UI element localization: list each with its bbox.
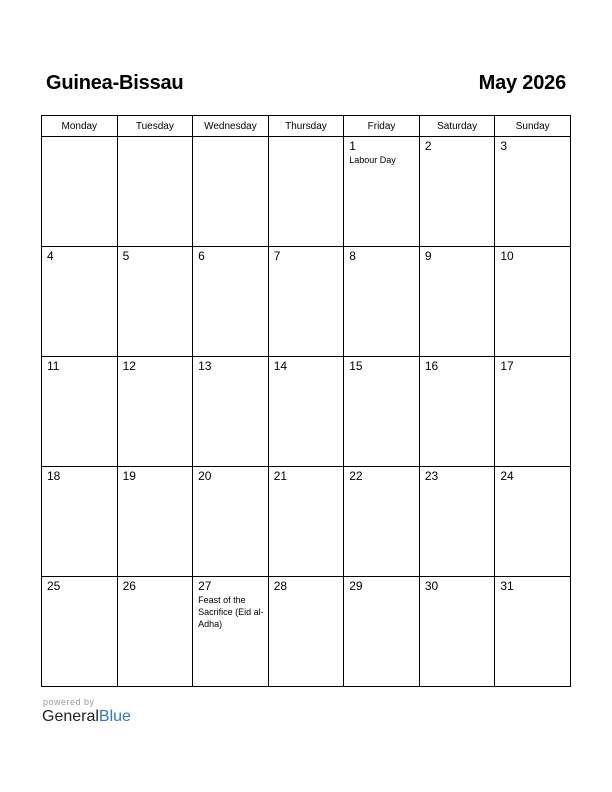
day-number: 13 [198, 359, 212, 373]
day-cell [42, 357, 118, 467]
holiday-label [193, 263, 268, 264]
weekday-header: Tuesday [117, 116, 193, 137]
day-number: 15 [349, 359, 363, 373]
day-cell [268, 247, 344, 357]
day-cell [268, 577, 344, 687]
day-cell [495, 247, 571, 357]
day-cell [344, 577, 420, 687]
holiday-label [495, 373, 570, 374]
day-number: 28 [273, 579, 288, 593]
day-number: 18 [47, 469, 61, 483]
powered-by-label: powered by [43, 697, 95, 707]
day-number: 7 [273, 249, 281, 263]
holiday-label [269, 483, 344, 484]
holiday-label [193, 483, 268, 484]
holiday-label [118, 263, 193, 264]
day-cell [419, 137, 495, 247]
holiday-label [344, 483, 419, 484]
day-number: 11 [47, 359, 60, 373]
day-number: 9 [424, 249, 432, 263]
day-number: 24 [500, 469, 514, 483]
day-number: 16 [424, 359, 439, 373]
holiday-label [344, 263, 419, 264]
weekday-header: Friday [344, 116, 420, 137]
day-number: 4 [47, 249, 54, 263]
weekday-header-row [42, 116, 571, 137]
day-cell [495, 577, 571, 687]
holiday-label: Feast of the Sacrifice (Eid al-Adha) [198, 595, 264, 629]
day-number: 31 [500, 579, 514, 593]
day-number: 17 [500, 359, 514, 373]
day-cell [117, 137, 193, 247]
day-cell [42, 467, 118, 577]
weekday-header: Sunday [495, 116, 571, 137]
day-cell [193, 357, 269, 467]
day-number: 10 [500, 249, 514, 263]
day-number: 25 [47, 579, 61, 593]
holiday-label [495, 153, 570, 154]
day-number: 2 [424, 139, 432, 153]
holiday-label [118, 593, 193, 594]
holiday-label [344, 373, 419, 374]
holiday-label [420, 593, 495, 594]
calendar-week-row [42, 467, 571, 577]
holiday-label [193, 373, 268, 374]
day-cell [495, 137, 571, 247]
brand-logo-general: General [42, 708, 99, 725]
calendar-week-row [42, 137, 571, 247]
holiday-label [193, 139, 268, 140]
holiday-label [42, 373, 117, 374]
day-number: 20 [198, 469, 212, 483]
calendar-month-title: May 2026 [478, 72, 566, 94]
day-cell [495, 467, 571, 577]
holiday-label [269, 139, 344, 140]
weekday-header: Monday [42, 116, 118, 137]
calendar-week-row [42, 247, 571, 357]
day-cell [419, 577, 495, 687]
holiday-label: Labour Day [349, 155, 396, 165]
day-number: 23 [424, 469, 439, 483]
holiday-label [118, 139, 193, 140]
holiday-label [269, 263, 344, 264]
day-number: 30 [424, 579, 439, 593]
day-number: 6 [198, 249, 205, 263]
day-cell [117, 357, 193, 467]
holiday-label [118, 373, 193, 374]
day-number: 21 [273, 469, 288, 483]
day-cell [193, 247, 269, 357]
day-cell [419, 467, 495, 577]
weekday-header: Thursday [268, 116, 344, 137]
holiday-label [495, 483, 570, 484]
day-cell [42, 577, 118, 687]
holiday-label [495, 593, 570, 594]
calendar-body [42, 137, 571, 687]
day-cell [42, 137, 118, 247]
day-cell [268, 137, 344, 247]
day-cell [344, 247, 420, 357]
day-cell [495, 357, 571, 467]
day-cell [344, 467, 420, 577]
day-cell [193, 577, 269, 687]
day-number: 29 [349, 579, 363, 593]
holiday-label [118, 483, 193, 484]
calendar-country-title: Guinea-Bissau [46, 72, 184, 94]
day-number: 8 [349, 249, 356, 263]
weekday-header: Saturday [419, 116, 495, 137]
holiday-label [420, 483, 495, 484]
holiday-label [269, 593, 344, 594]
holiday-label [42, 593, 117, 594]
day-cell [193, 467, 269, 577]
calendar-week-row [42, 357, 571, 467]
calendar-week-row [42, 577, 571, 687]
day-cell [117, 577, 193, 687]
day-cell [268, 357, 344, 467]
day-number: 27 [198, 579, 212, 593]
day-number: 1 [349, 139, 356, 153]
day-cell [344, 137, 420, 247]
brand-logo-blue: Blue [98, 708, 131, 725]
holiday-label [42, 139, 117, 140]
day-number: 14 [273, 359, 288, 373]
brand-logo [42, 708, 131, 726]
day-number: 12 [122, 359, 136, 373]
holiday-label [269, 373, 344, 374]
holiday-label [420, 263, 495, 264]
calendar-grid [41, 115, 571, 687]
holiday-label [420, 373, 495, 374]
day-cell [193, 137, 269, 247]
day-cell [419, 247, 495, 357]
day-number: 19 [122, 469, 136, 483]
weekday-header: Wednesday [193, 116, 269, 137]
day-cell [117, 247, 193, 357]
holiday-label [42, 263, 117, 264]
holiday-label [42, 483, 117, 484]
holiday-label [420, 153, 495, 154]
day-cell [419, 357, 495, 467]
holiday-label [495, 263, 570, 264]
holiday-label [344, 593, 419, 594]
day-cell [344, 357, 420, 467]
day-number: 5 [122, 249, 130, 263]
day-number: 26 [122, 579, 136, 593]
day-number: 22 [349, 469, 363, 483]
day-cell [42, 247, 118, 357]
day-number: 3 [500, 139, 508, 153]
day-cell [268, 467, 344, 577]
day-cell [117, 467, 193, 577]
